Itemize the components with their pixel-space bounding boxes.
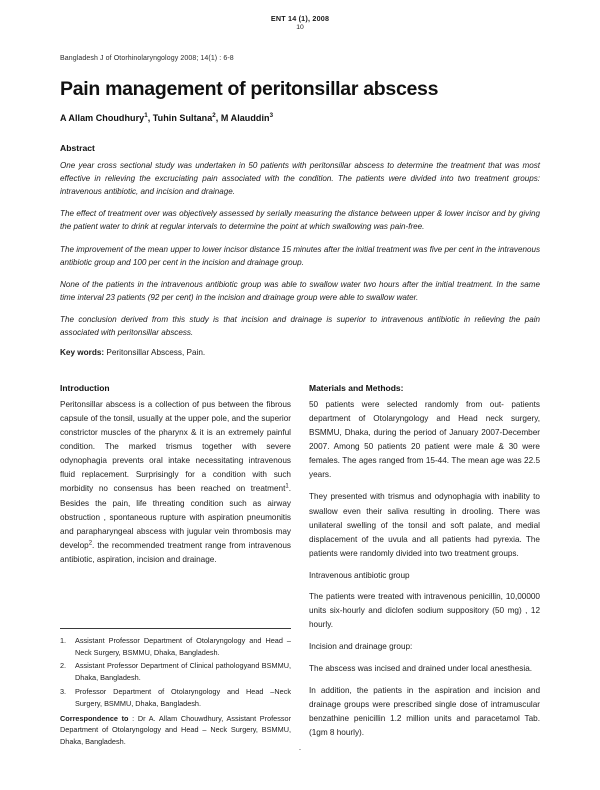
abstract-paragraph: One year cross sectional study was undertaken in 50 patients with peritonsillar abscess to determine the treatment that was most effective in relieving the excruciating pain associated with the condition. The patients were divided into two treatment groups: intravenous antibiotic, and incision and drainage. (60, 161, 540, 197)
right-column (309, 382, 540, 748)
intro-text-part-2: . Besides the pain, life threating condition such as airway obstruction , spontaneous rupture with aspiration pneumonitis and parapharyngeal abscess with jugular vein thrombosis may develop (60, 484, 291, 550)
materials-paragraph: 50 patients were selected randomly from out- patients department of Otolaryngology and Head neck surgery, BSMMU, Dhaka, during the period of January 2007-December 2007. Among 50 patients 20 patient were male & 30 were females. The ages ranged from 15-44. The mean age was 22.5 years. (309, 399, 540, 480)
footnotes-block (60, 628, 291, 748)
keywords-value: Peritonsillar Abscess, Pain. (104, 348, 206, 358)
body-columns (60, 382, 540, 748)
left-column (60, 382, 291, 748)
abstract-heading: Abstract (60, 143, 95, 154)
author-name-1: A Allam Choudhury (60, 113, 145, 124)
footnote-number: 2. (60, 661, 67, 671)
correspondence-label: Correspondence to (60, 713, 129, 723)
running-head-page-number: 10 (296, 23, 304, 31)
abstract-paragraph: The effect of treatment over was objectively assessed by serially measuring the distance between upper & lower incisor and by giving the patient water to drink at regular intervals to determine the point at which swallowing was pain-free. (60, 209, 540, 232)
reference-marker-1: 1 (285, 483, 289, 490)
page-title: Pain management of peritonsillar abscess (60, 77, 439, 100)
subheading-incision-drainage-group: Incision and drainage group: (309, 642, 413, 652)
footnote-number: 3. (60, 687, 67, 697)
keywords-label: Key words: (60, 348, 105, 358)
footnote-number: 1. (60, 635, 67, 645)
keywords-line (60, 348, 540, 357)
footnote-text: Assistant Professor Department of Clinical pathologyand BSMMU, Dhaka, Bangladesh. (75, 661, 291, 683)
abstract-paragraph: The conclusion derived from this study is that incision and drainage is superior to intravenous antibiotic in relieving the pain associated with peritonsillar abscess. (60, 315, 540, 338)
author-sup-1: 1 (144, 112, 148, 120)
intro-text-part-3: . the recommended treatment range from intravenous antibiotic, aspiration, incision and drainage. (60, 540, 291, 564)
reference-marker-2: 2 (88, 540, 93, 547)
document-page (0, 14, 600, 790)
subheading-intravenous-antibiotic-group: Intravenous antibiotic group (309, 570, 410, 580)
footnote-item (60, 660, 291, 684)
footnote-divider (60, 628, 291, 629)
introduction-paragraph (60, 398, 291, 567)
journal-citation-line: Bangladesh J of Otorhinolaryngology 2008; 14(1) : 6-8 (60, 54, 234, 62)
author-name-2: Tuhin Sultana (152, 113, 213, 124)
running-head-journal: ENT 14 (1), 2008 (270, 14, 330, 23)
abstract-section (60, 143, 540, 357)
author-name-3: M Alauddin (220, 113, 270, 124)
correspondence-block (60, 713, 291, 748)
additional-treatment-paragraph: In addition, the patients in the aspiration and incision and drainage groups were prescribed single dose of intramuscular benzathine penicillin 1.2 million units and paracetamol Tab. (1gm 8 hourly). (309, 685, 540, 737)
footnote-text: Assistant Professor Department of Otolaryngology and Head – Neck Surgery, BSMMU, Dhaka, Bangladesh. (75, 635, 291, 657)
introduction-heading: Introduction (60, 383, 110, 393)
author-list: A Allam Choudhury$^1$, Tuhin Sultana$^2$, M Alauddin$^3$ (60, 112, 274, 124)
footnote-item (60, 686, 291, 710)
footnote-text: Professor Department of Otolaryngology and Head –Neck Surgery, BSMMU, Dhaka, Bangladesh. (75, 687, 291, 708)
materials-methods-heading: Materials and Methods: (309, 383, 404, 393)
author-sup-2: 2 (212, 112, 216, 120)
abstract-paragraph: None of the patients in the intravenous antibiotic group was able to swallow water two hours after the initial treatment. In the same time interval 23 patients (92 per cent) in the incision and drainage group were able to swallow water. (60, 279, 540, 302)
materials-paragraph: They presented with trismus and odynophagia with inability to swallow even their saliva resulting in drooling. There was unilateral swelling of the tonsil and soft palate, and medial displacement of the uvula and all patients had pyrexia. The patients were randomly divided into two treatment groups. (309, 492, 540, 558)
intro-text-part-1: Peritonsillar abscess is a collection of pus between the fibrous capsule of the tonsil, usually at the upper pole, and the superior constrictor muscles of the pharynx & it is an extremely painful condition. The marked trismus together with severe odynophagia prevents oral intake necessitating intravenous fluid replacement. Surprisingly for a condition with such morbidity no consensus has been reached on treatment (60, 399, 291, 494)
correspondence-text: : Dr A. Allam Chouwdhury, Assistant Professor Department of Otolaryngology and Head – Neck Surgery, BSMMU, Dhaka, Bangladesh. (60, 713, 291, 747)
intravenous-group-paragraph: The patients were treated with intravenous penicillin, 10,00000 units six-hourly and diclofen sodium suppository (50 mg) , 12 hourly. (309, 592, 540, 630)
footnote-item (60, 635, 291, 659)
abstract-paragraph: The improvement of the mean upper to lower incisor distance 15 minutes after the initial treatment was five per cent in the intravenous antibiotic group and 100 per cent in the incision and drainage group. (60, 244, 540, 267)
author-sup-3: 3 (269, 112, 274, 120)
page-footer-marker: . (298, 743, 302, 752)
incision-group-paragraph: The abscess was incised and drained under local anesthesia. (309, 663, 533, 673)
